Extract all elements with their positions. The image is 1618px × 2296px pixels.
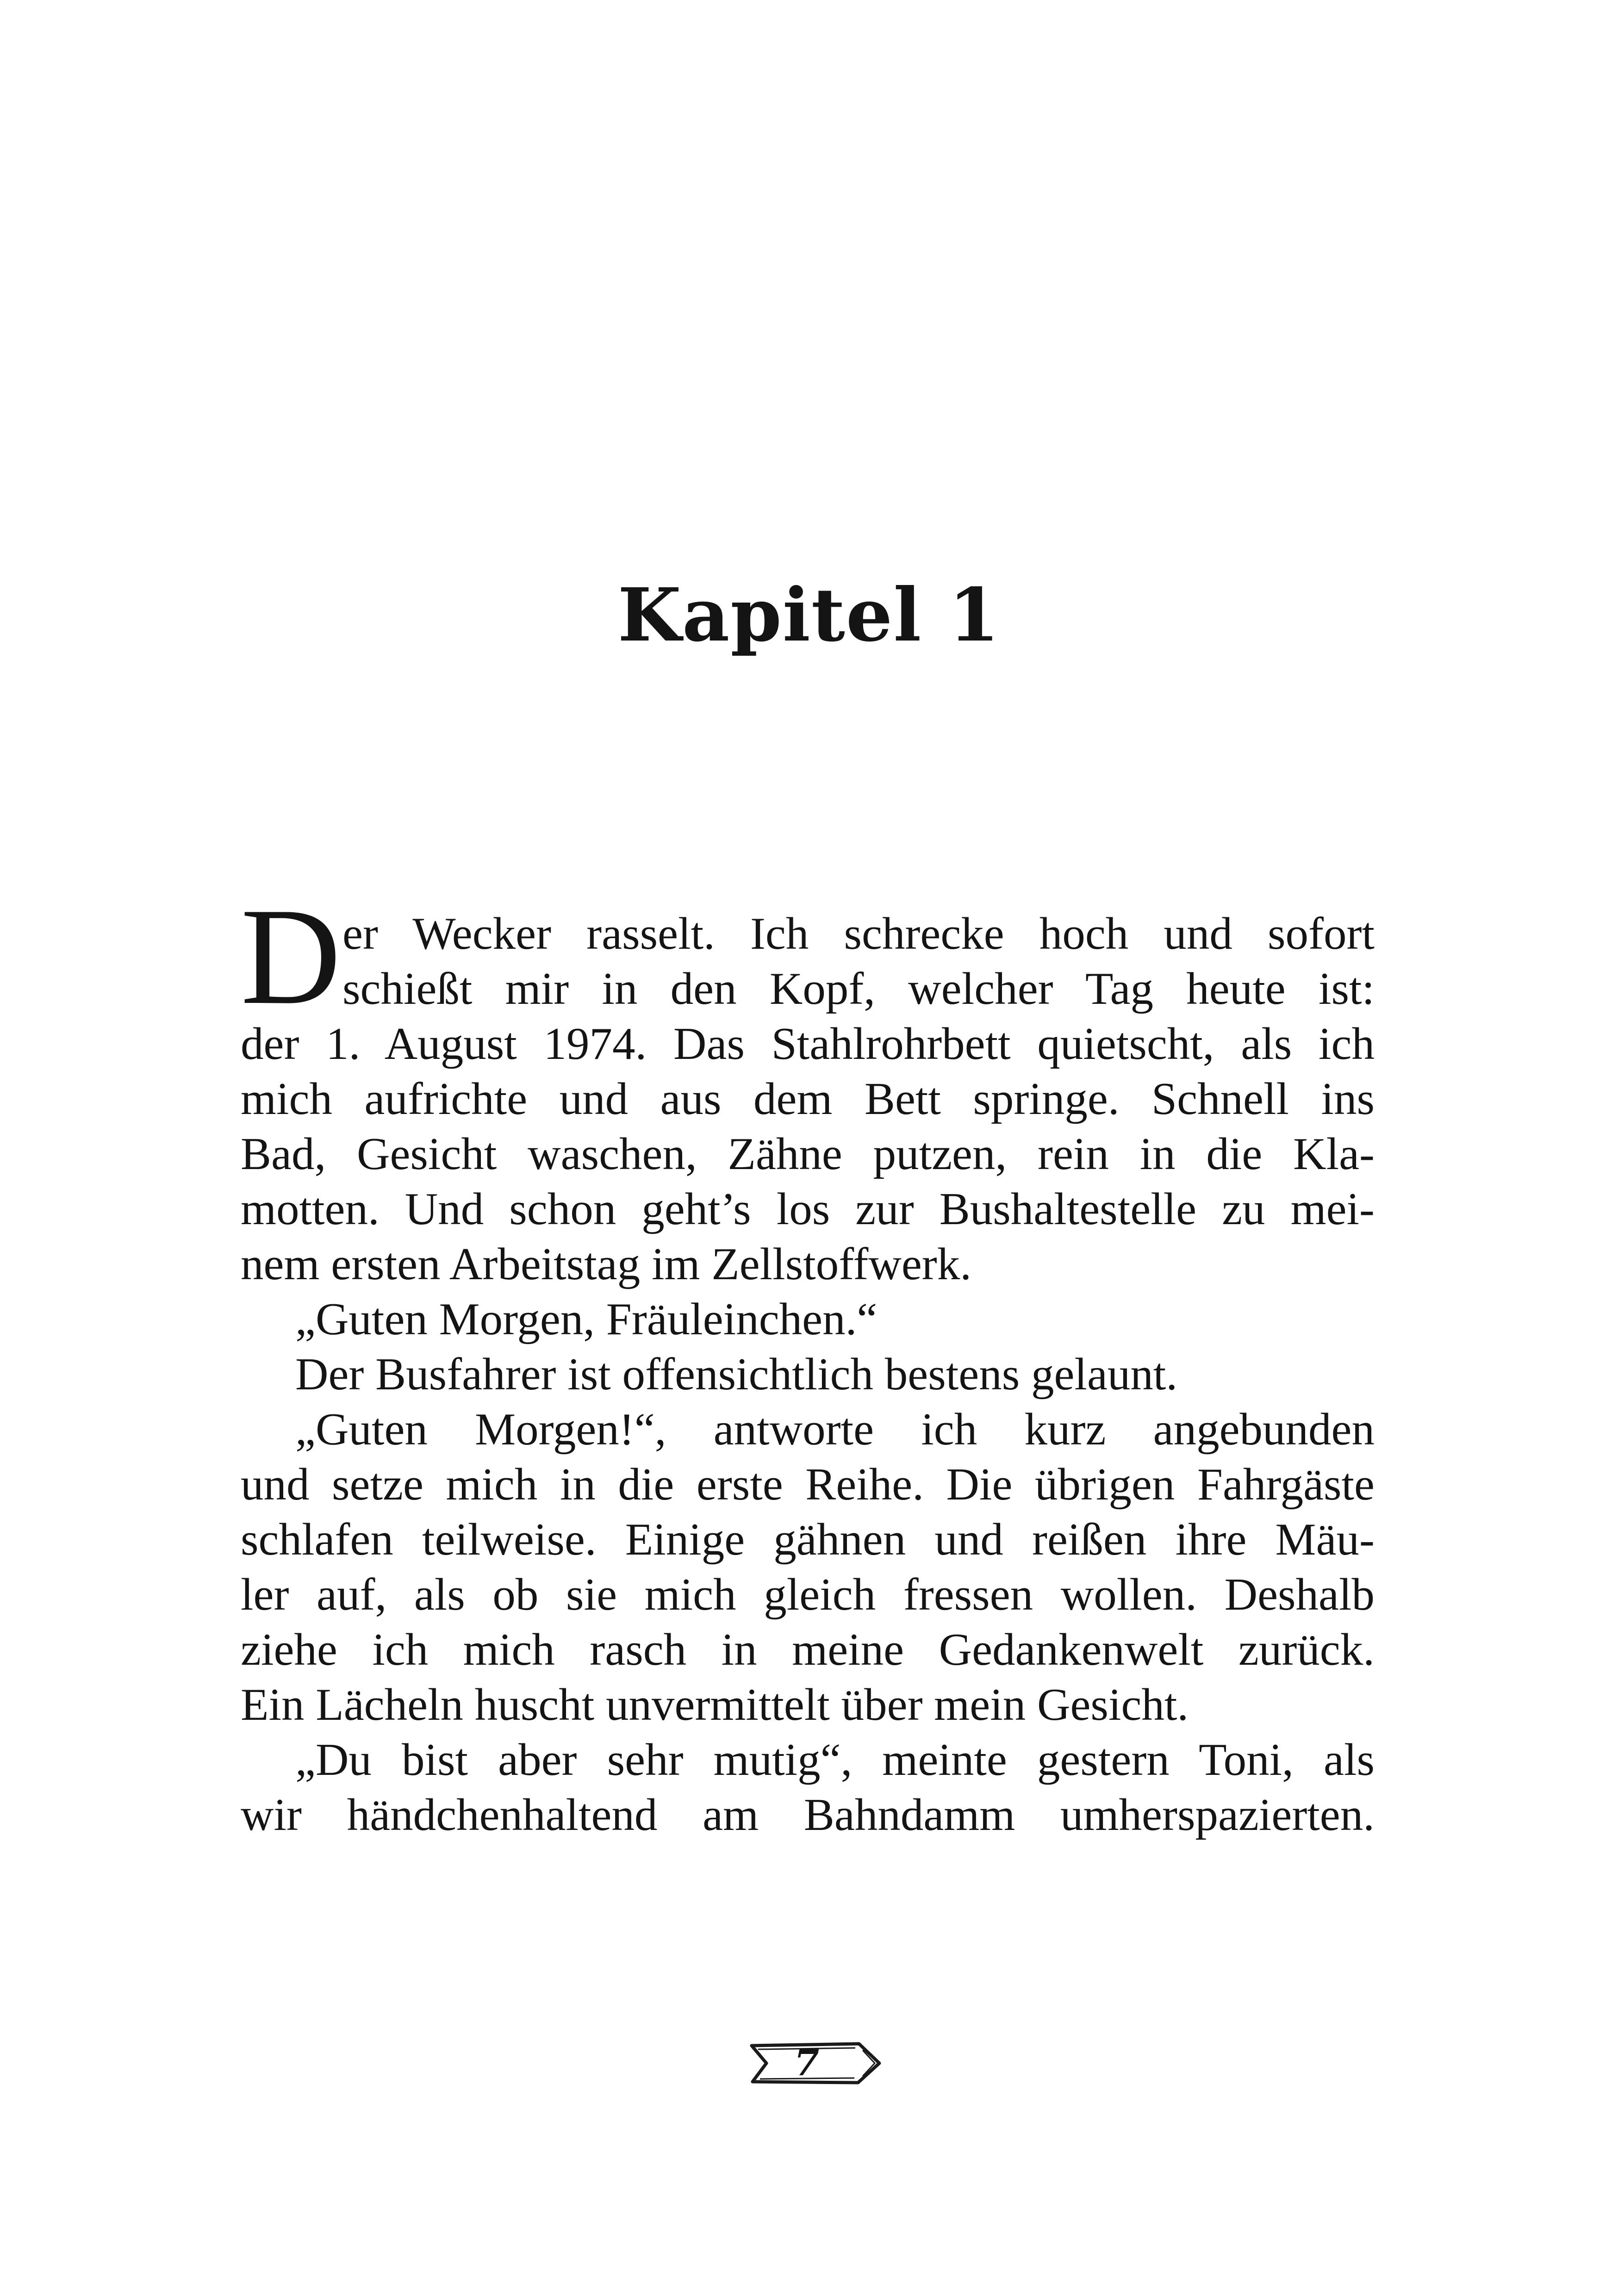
page-number-badge xyxy=(749,2039,883,2087)
text-line: der 1. August 1974. Das Stahlrohrbett quietscht, als ich xyxy=(241,1019,1375,1069)
text-line: „Guten Morgen, Fräuleinchen.“ xyxy=(295,1294,877,1344)
text-line: schießt mir in den Kopf, welcher Tag heute ist: xyxy=(342,964,1375,1014)
text-line: ziehe ich mich rasch in meine Gedankenwelt zurück. xyxy=(241,1624,1375,1675)
text-line: nem ersten Arbeitstag im Zellstoffwerk. xyxy=(241,1239,972,1289)
chapter-body xyxy=(241,879,1375,1842)
text-line: schlafen teilweise. Einige gähnen und reißen ihre Mäu- xyxy=(241,1514,1375,1565)
text-line: motten. Und schon geht’s los zur Bushaltestelle zu mei- xyxy=(241,1184,1375,1234)
drop-cap-initial: D xyxy=(241,879,341,1033)
text-line: „Du bist aber sehr mutig“, meinte gestern Toni, als xyxy=(295,1735,1375,1785)
text-line: ler auf, als ob sie mich gleich fressen wollen. Deshalb xyxy=(241,1569,1375,1620)
text-line: mich aufrichte und aus dem Bett springe. Schnell ins xyxy=(241,1074,1375,1124)
text-line: Ein Lächeln huscht unvermittelt über mein Gesicht. xyxy=(241,1680,1189,1730)
chapter-title: Kapitel 1 xyxy=(617,572,1001,658)
text-line: Der Busfahrer ist offensichtlich bestens gelaunt. xyxy=(295,1349,1178,1400)
page-number: 7 xyxy=(794,2042,820,2084)
text-line: Bad, Gesicht waschen, Zähne putzen, rein in die Kla- xyxy=(241,1129,1375,1179)
text-line: er Wecker rasselt. Ich schrecke hoch und sofort xyxy=(342,908,1375,959)
text-line: „Guten Morgen!“, antworte ich kurz angebunden xyxy=(295,1404,1375,1455)
text-line: und setze mich in die erste Reihe. Die übrigen Fahrgäste xyxy=(241,1459,1375,1510)
text-line: wir händchenhaltend am Bahndamm umherspazierten. xyxy=(241,1790,1375,1840)
